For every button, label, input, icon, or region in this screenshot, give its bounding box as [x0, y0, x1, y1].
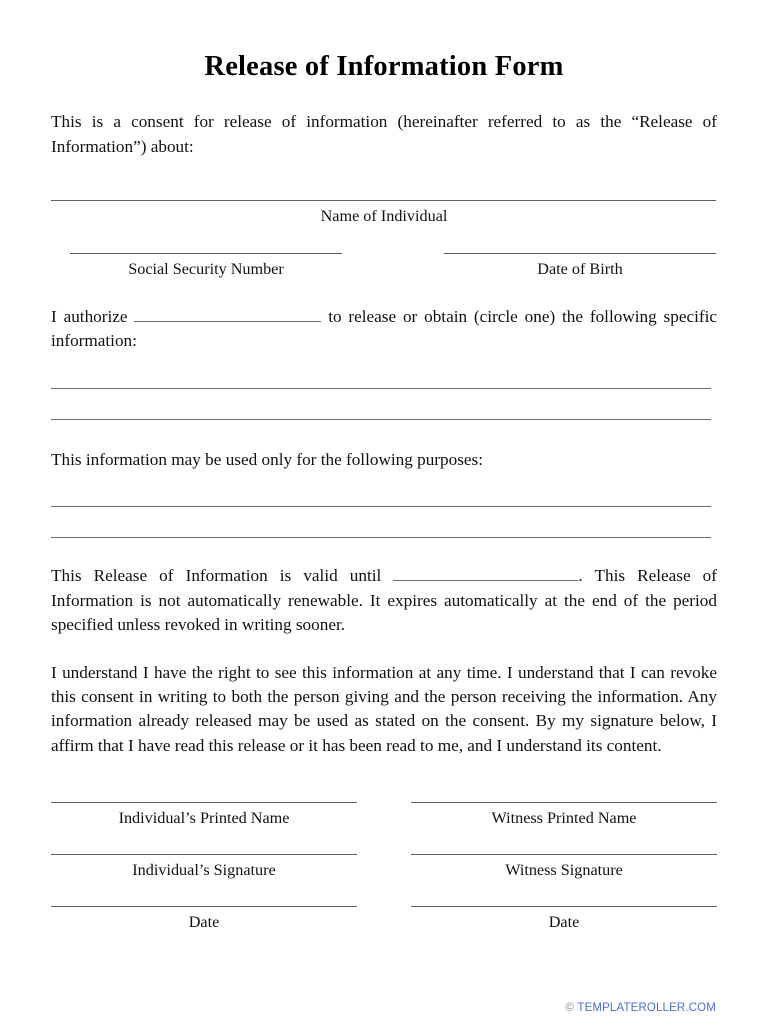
individual-date-input-line[interactable] [51, 906, 357, 907]
purposes-answer-lines [51, 506, 717, 507]
authorize-paragraph [51, 305, 717, 354]
date-of-birth-label: Date of Birth [537, 259, 623, 278]
purposes-paragraph: This information may be used only for the following purposes: [51, 449, 484, 469]
validity-lead-text: This Release of Information is valid until [51, 566, 382, 586]
witness-printed-name-label: Witness Printed Name [491, 809, 637, 828]
page-title: Release of Information Form [204, 51, 564, 82]
individual-signature-input-line[interactable] [51, 854, 357, 855]
validity-paragraph [51, 564, 717, 637]
field-individual-date [51, 906, 357, 932]
field-name-of-individual [51, 200, 717, 226]
witness-printed-name-input-line[interactable] [411, 802, 717, 803]
validity-blank-input[interactable] [393, 566, 578, 582]
copyright-icon: © [565, 1002, 575, 1014]
name-of-individual-input-line[interactable] [51, 200, 716, 201]
validity-tail-text: . This Release of Information is not automatically renewable. It expires automatically at the end of the period specified unless revoked in writing sooner. [51, 566, 717, 635]
witness-signature-input-line[interactable] [411, 854, 717, 855]
individual-printed-name-input-line[interactable] [51, 802, 357, 803]
field-social-security-number [51, 253, 343, 279]
individual-signature-label: Individual’s Signature [132, 861, 276, 880]
field-witness-printed-name [411, 802, 717, 828]
date-of-birth-input-line[interactable] [444, 253, 716, 254]
purposes-answer-line-1[interactable] [51, 506, 711, 507]
authorize-blank-input[interactable] [134, 306, 321, 322]
authorize-tail-text: to release or obtain (circle one) the following specific information: [51, 307, 717, 351]
signature-block [51, 802, 717, 932]
understanding-paragraph: I understand I have the right to see this information at any time. I understand that I can revoke this consent in writing to both the person giving and the person receiving the information. Any information already released may be used as stated on the consent. By my signature below, I affirm that I have read this release or it has been read to me, and I understand its content. [51, 662, 717, 755]
social-security-number-label: Social Security Number [128, 259, 284, 278]
witness-date-label: Date [548, 913, 580, 932]
witness-date-input-line[interactable] [411, 906, 717, 907]
purposes-answer-line-2[interactable] [51, 537, 711, 538]
signature-row-printed-name [51, 802, 717, 828]
individual-printed-name-label: Individual’s Printed Name [118, 809, 290, 828]
field-individual-printed-name [51, 802, 357, 828]
document-content [51, 0, 717, 958]
name-of-individual-label: Name of Individual [320, 207, 448, 226]
witness-signature-label: Witness Signature [505, 861, 623, 880]
social-security-number-input-line[interactable] [70, 253, 342, 254]
footer-watermark[interactable] [565, 1002, 716, 1014]
field-date-of-birth [425, 253, 717, 279]
authorize-answer-lines [51, 388, 717, 389]
individual-date-label: Date [188, 913, 220, 932]
field-witness-signature [411, 854, 717, 880]
ssn-dob-row [51, 253, 717, 279]
authorize-answer-line-1[interactable] [51, 388, 711, 389]
intro-paragraph: This is a consent for release of information (hereinafter referred to as the “Release of Information”) about: [51, 112, 717, 156]
signature-row-signature [51, 854, 717, 880]
field-individual-signature [51, 854, 357, 880]
signature-row-date [51, 906, 717, 932]
field-witness-date [411, 906, 717, 932]
authorize-lead-text: I authorize [51, 307, 128, 327]
authorize-answer-line-2[interactable] [51, 419, 711, 420]
footer-brand-label: TEMPLATEROLLER.COM [577, 1002, 716, 1014]
